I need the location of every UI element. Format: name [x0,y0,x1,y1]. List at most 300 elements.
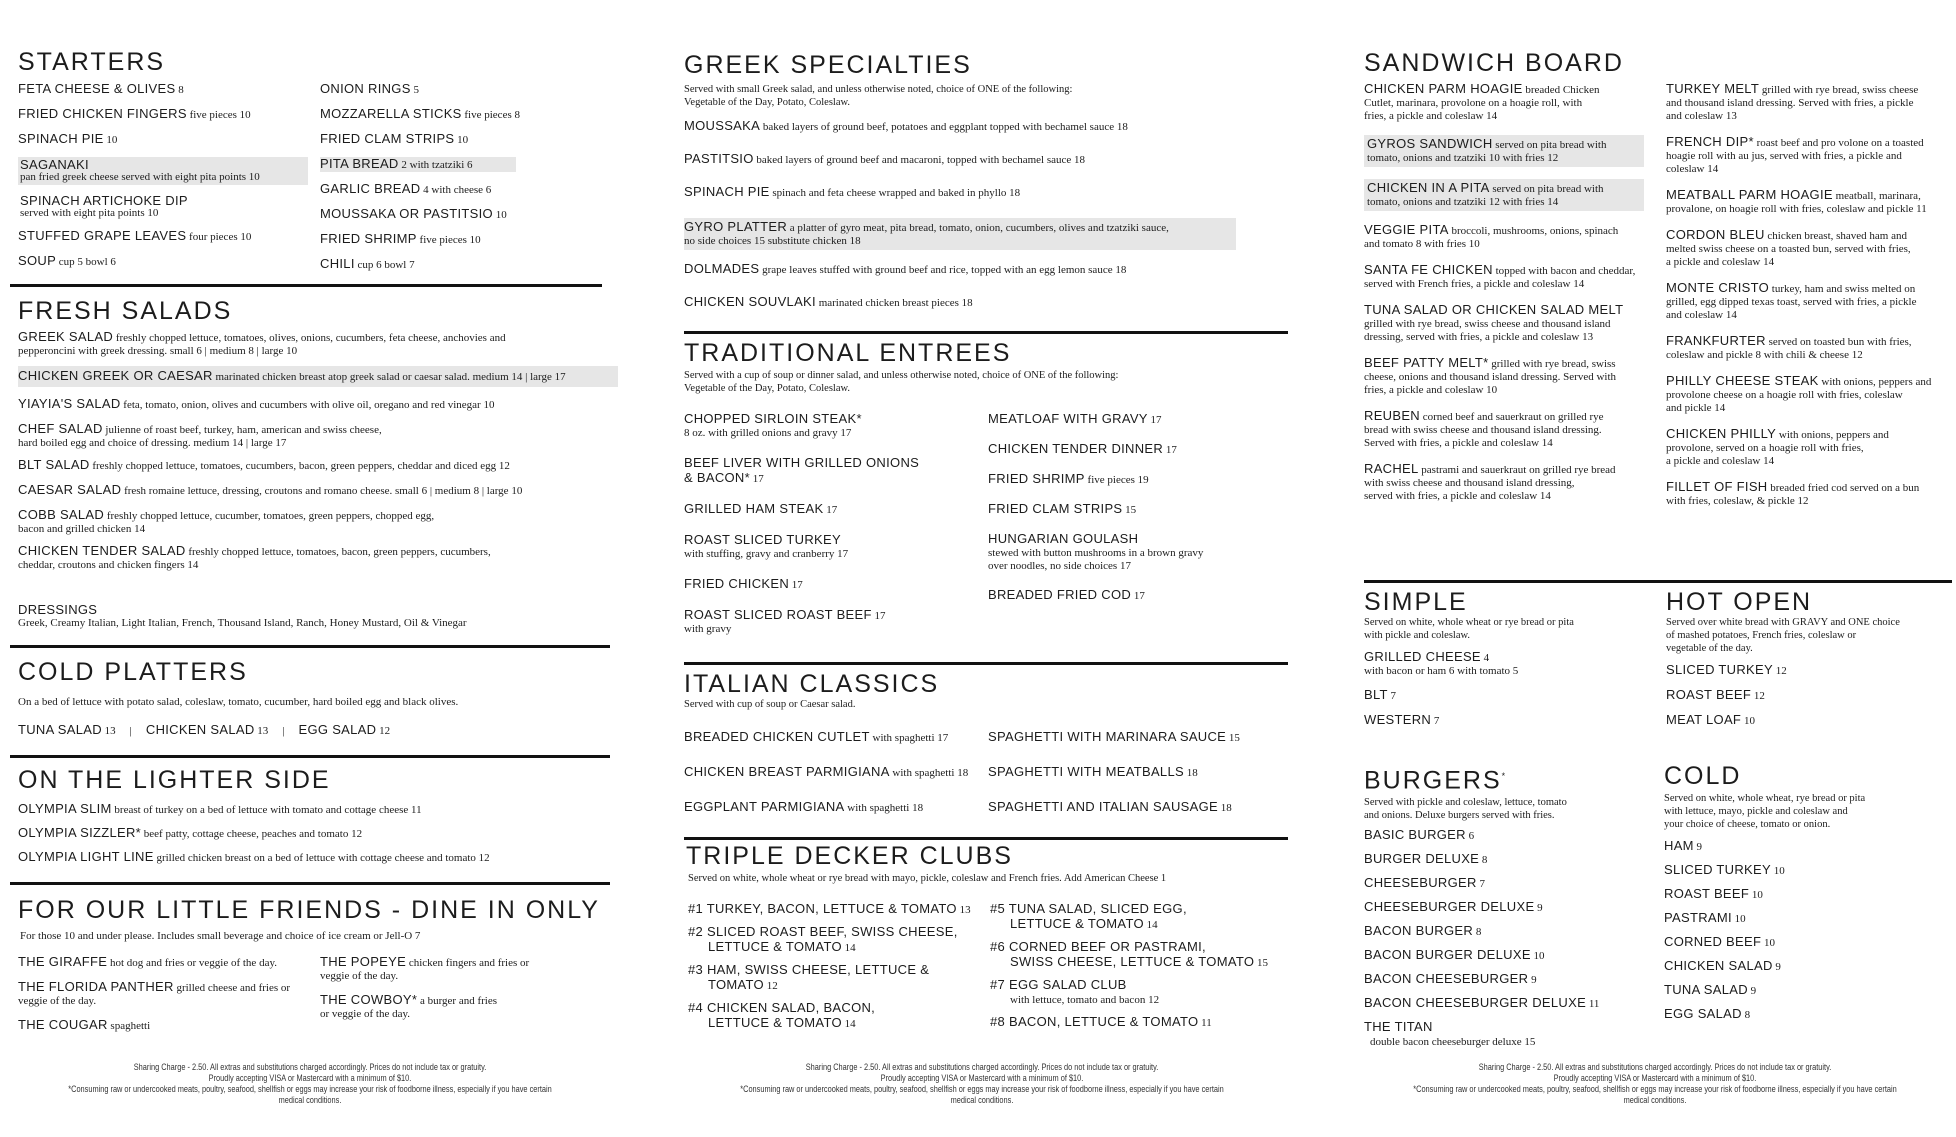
item-desc: grilled chicken breast on a bed of lettuce with cottage cheese and tomato 12 [156,852,490,864]
little-friends-title: FOR OUR LITTLE FRIENDS - DINE IN ONLY [18,896,600,924]
item-desc-1: chicken breast, shaved ham and [1767,230,1907,242]
item-name: THE FLORIDA PANTHER [18,979,174,994]
burgers-item [1364,828,1654,843]
simple-note-2: with pickle and coleslaw. [1364,630,1471,641]
item-price: 13 [257,725,269,737]
club-line-1: #3 HAM, SWISS CHEESE, LETTUCE & [688,962,930,977]
italian-item [684,765,984,780]
item-desc: freshly chopped lettuce, tomatoes, cucumbers, bacon, green peppers, cheddar and diced egg 12 [92,460,510,472]
item-name: MOZZARELLA STICKS [320,106,462,121]
item-desc: 18 [1220,802,1232,814]
item-name: ROAST SLICED TURKEY [684,532,841,547]
item-desc: with spaghetti 18 [892,767,969,779]
burgers-item [1364,972,1654,987]
item-price: 17 [752,473,764,485]
club-item [688,963,988,993]
item-price: five pieces 19 [1087,474,1149,486]
cold-item [1664,959,1954,974]
item-name: GRILLED HAM STEAK [684,501,824,516]
simple-section [1364,588,1654,738]
separator: | [282,725,285,737]
footer-notes [64,1062,556,1106]
club-item [688,902,988,917]
item-name: FILLET OF FISH [1666,479,1768,494]
item-name: SLICED TURKEY [1666,662,1773,677]
sandwich-item [1364,263,1654,291]
greek-item [684,119,1284,134]
cold-item [1664,839,1954,854]
item-desc: julienne of roast beef, turkey, ham, american and swiss cheese, [105,424,382,436]
item-desc-2: served with French fries, a pickle and coleslaw 14 [1364,278,1585,290]
item-price: 17 [1165,444,1177,456]
item-desc: freshly chopped lettuce, tomatoes, bacon, green peppers, cucumbers, [188,546,491,558]
sandwich-right [1666,82,1956,520]
item-price: 10 [1763,937,1775,949]
cold-title: COLD [1664,762,1742,790]
item-price: 5 [413,84,419,96]
item-name: SPINACH PIE [684,184,770,199]
simple-note-1: Served on white, whole wheat or rye bread or pita [1364,617,1574,628]
sandwich-item [1364,303,1654,344]
simple-item [1364,688,1654,703]
item-price: 14 [844,942,856,954]
item-desc-3: and pickle 14 [1666,402,1726,414]
item-name: GYRO PLATTER [684,219,788,234]
menu-item [18,132,308,147]
item-name: STUFFED GRAPE LEAVES [18,228,187,243]
item-desc-1: meatball, marinara, [1835,190,1921,202]
item-desc-1: corned beef and sauerkraut on grilled rye [1422,411,1604,423]
italian-item [684,800,984,815]
entree-item [684,456,984,486]
item-name: THE COWBOY* [320,992,418,1007]
kids-item [320,955,580,983]
item-name: BACON BURGER DELUXE [1364,947,1531,963]
starters-title: STARTERS [18,48,166,76]
entree-item [988,532,1288,573]
club-line-2: LETTUCE & TOMATO [708,1015,842,1030]
burgers-asterisk: * [1501,771,1508,781]
club-line-2: LETTUCE & TOMATO [708,939,842,954]
menu-item [18,82,308,97]
item-price: 10 [469,234,481,246]
greek-item [684,152,1284,167]
item-desc-2: Cutlet, marinara, provolone on a hoagie roll, with [1364,97,1583,109]
item-name: BLT [1364,687,1388,702]
item-name: TURKEY MELT [1666,81,1760,96]
menu-item [320,257,530,272]
item-name: PITA BREAD [320,156,399,171]
italian-item [988,765,1288,780]
hot_open-item [1666,688,1956,703]
item-name: CAESAR SALAD [18,482,122,497]
item-desc: marinated chicken breast pieces 18 [818,297,973,309]
burgers-section [1364,762,1654,1049]
platter-item [145,722,269,737]
item-name: MEATLOAF WITH GRAVY [988,411,1148,426]
item-name: CHICKEN PARM HOAGIE [1364,81,1523,96]
item-price: 8 [1475,926,1482,939]
item-price: 9 [1775,961,1781,973]
greek-item [684,295,1284,310]
item-desc-2: provolone, served on a hoagie roll with fries, [1666,442,1864,454]
salad-item [18,544,618,572]
footer-line-3: *Consuming raw or undercooked meats, poultry, seafood, shellfish or eggs may increase your risk of foodborne illness, especially if you have certain medical conditions. [740,1084,1224,1105]
item-price: 17 [791,579,803,591]
item-desc-3: a pickle and coleslaw 14 [1666,455,1775,467]
salads-list [18,330,618,580]
item-name: YIAYIA'S SALAD [18,396,121,411]
burgers-item [1364,900,1654,915]
footer-line-3: *Consuming raw or undercooked meats, poultry, seafood, shellfish or eggs may increase your risk of foodborne illness, especially if you have certain medical conditions. [68,1084,552,1105]
item-price: 7 [1433,715,1440,727]
item-name: BEEF LIVER WITH GRILLED ONIONS [684,455,920,470]
burgers-title-text: BURGERS [1364,766,1502,795]
item-name: ONION RINGS [320,81,411,96]
little-friends-section [18,896,618,943]
burgers-note-2: and onions. Deluxe burgers served with fries. [1364,810,1555,822]
item-name: SANTA FE CHICKEN [1364,262,1493,277]
club-line-2: TOMATO [708,977,764,992]
item-price: 10 [1734,913,1746,925]
club-item [990,978,1290,1007]
item-name-2: & BACON* [684,470,750,485]
entree-item [988,588,1288,603]
item-name: COBB SALAD [18,507,105,522]
greek-item [684,218,1236,250]
sandwich-item [1666,82,1956,123]
item-name: BREADED FRIED COD [988,587,1132,602]
salad-item [18,397,618,412]
item-price: 7 [1479,878,1485,891]
club-item [688,1001,988,1031]
sandwich-item [1666,188,1956,216]
item-desc-2: with fries, coleslaw, & pickle 12 [1666,495,1809,507]
item-name: BACON BURGER [1364,923,1474,939]
greek-item [684,185,1284,200]
item-desc [20,171,306,184]
item-desc-1: served on pita bread with [1495,139,1607,151]
item-name: FRIED CLAM STRIPS [988,501,1123,516]
lighter-title: ON THE LIGHTER SIDE [18,766,331,794]
cold-list [1664,839,1954,1022]
menu-item [18,193,308,221]
club-line-1: #1 TURKEY, BACON, LETTUCE & TOMATO [688,901,957,916]
footer-line-1: Sharing Charge - 2.50. All extras and substitutions charged accordingly. Prices do not include tax or gratuity. [805,1062,1159,1072]
item-desc: with spaghetti 17 [872,732,949,744]
cold-section [1664,762,1954,1031]
club-item [990,902,1290,932]
item-price: 11 [1588,998,1600,1011]
cold-platters-note: On a bed of lettuce with potato salad, coleslaw, tomato, cucumber, hard boiled egg and black olives. [18,696,459,708]
footer-line-1: Sharing Charge - 2.50. All extras and substitutions charged accordingly. Prices do not include tax or gratuity. [133,1062,487,1072]
item-name: CHICKEN SOUVLAKI [684,294,816,309]
sandwich-item [1666,228,1956,269]
kids-item [18,980,308,1008]
sandwich-item [1364,223,1654,251]
cold-note-2: with lettuce, mayo, pickle and coleslaw and [1664,806,1848,817]
item-name: SPAGHETTI WITH MARINARA SAUCE [988,729,1227,744]
italian-item [684,730,984,745]
item-desc-2: with swiss cheese and thousand island dressing, [1364,477,1575,489]
item-desc: cup 6 bowl 7 [357,259,415,271]
cold-item [1664,863,1954,878]
item-name: BLT SALAD [18,457,90,472]
item-name: MEAT LOAF [1666,712,1742,727]
entrees-note-1: Served with a cup of soup or dinner salad, and unless otherwise noted, choice of ONE of the following: [684,370,1119,381]
cold-item [1664,935,1954,950]
item-name: MOUSSAKA OR PASTITSIO [320,206,493,221]
italian-right [988,730,1288,835]
item-name: CHICKEN TENDER SALAD [18,543,186,558]
item-desc-3: served with fries, a pickle and coleslaw 14 [1364,490,1551,502]
footer-notes [1413,1062,1897,1106]
item-desc-1: turkey, ham and swiss melted on [1771,283,1916,295]
sandwich-item [1666,427,1956,468]
item-price: 8 [1744,1009,1751,1021]
item-desc-2: tomato, onions and tzatziki 12 with fries 14 [1367,196,1559,208]
item-price: 9 [1537,902,1543,915]
item-price: 10 [1533,950,1545,963]
clubs-right [990,902,1290,1038]
simple-item [1364,713,1654,728]
item-desc: a burger and fries [419,995,498,1007]
item-price: 12 [766,980,778,992]
greek-list [684,119,1284,310]
sandwich-item [1364,135,1644,167]
salads-title: FRESH SALADS [18,297,233,325]
footer-line-1: Sharing Charge - 2.50. All extras and substitutions charged accordingly. Prices do not include tax or gratuity. [1478,1062,1832,1072]
menu-item [320,107,530,122]
item-desc: breast of turkey on a bed of lettuce with tomato and cottage cheese 11 [114,804,422,816]
sandwich-item [1364,179,1644,211]
item-name: CHICKEN TENDER DINNER [988,441,1164,456]
item-desc: five pieces [189,109,237,121]
little-friends-note: For those 10 and under please. Includes small beverage and choice of ice cream or Jell-O 7 [20,930,421,942]
item-desc: five pieces [464,109,512,121]
item-desc: with stuffing, gravy and cranberry 17 [684,548,849,560]
footer-line-2: Proudly accepting VISA or Mastercard with a minimum of $10. [880,1073,1084,1083]
menu-item [320,232,530,247]
cold-item [1664,887,1954,902]
entrees-left [684,412,984,652]
item-desc-2: bread with swiss cheese and thousand island dressing. [1364,424,1602,436]
item-desc-3: and coleslaw 14 [1666,309,1737,321]
section-divider [684,662,1288,665]
dressings-label: DRESSINGS [18,602,98,617]
item-desc-1: with onions, peppers and [1821,376,1932,388]
item-desc: baked layers of ground beef and macaroni, topped with bechamel sauce 18 [756,154,1086,166]
entrees-right [988,412,1288,618]
menu-item [18,107,308,122]
item-price: 8 [514,109,520,121]
entree-item [684,608,984,636]
item-desc-2: cheddar, croutons and chicken fingers 14 [18,559,199,571]
item-name: THE TITAN [1364,1019,1433,1035]
salad-item [18,458,618,473]
entree-item [684,533,984,561]
item-price: 10 [239,109,251,121]
item-name: MOUSSAKA [684,118,761,133]
item-name: OLYMPIA SIZZLER* [18,825,142,840]
item-name: THE COUGAR [18,1017,108,1032]
item-name: ROAST BEEF [1664,886,1750,901]
entrees-title: TRADITIONAL ENTREES [684,339,1012,367]
item-desc-1: breaded fried cod served on a bun [1770,482,1920,494]
item-desc: spinach and feta cheese wrapped and baked in phyllo 18 [772,187,1021,199]
item-name: GYROS SANDWICH [1367,136,1493,151]
entree-item [988,502,1288,517]
item-price: 10 [1743,715,1755,727]
item-desc-1: served on toasted bun with fries, [1768,336,1912,348]
greek-note-2: Vegetable of the Day, Potato, Coleslaw. [684,97,851,108]
entree-item [988,472,1288,487]
item-desc-2: provalone, on hoagie roll with fries, coleslaw and pickle 11 [1666,203,1927,215]
lighter-item [18,826,618,841]
item-name: SPAGHETTI AND ITALIAN SAUSAGE [988,799,1218,814]
item-desc-1: grilled with rye bread, swiss [1491,358,1616,370]
item-desc-3: coleslaw 14 [1666,163,1719,175]
clubs-title: TRIPLE DECKER CLUBS [686,842,1013,870]
item-name: CHICKEN PHILLY [1666,426,1777,441]
simple-title: SIMPLE [1364,588,1468,616]
club-line-2-wrap [688,1016,988,1031]
item-desc: freshly chopped lettuce, cucumber, tomatoes, green peppers, chopped egg, [106,510,435,522]
salad-item [18,422,618,450]
item-name: MONTE CRISTO [1666,280,1770,295]
club-line-2: SWISS CHEESE, LETTUCE & TOMATO [1010,954,1255,969]
item-name: FRIED SHRIMP [988,471,1085,486]
club-line-1: #6 CORNED BEEF OR PASTRAMI, [990,939,1206,954]
item-desc: five pieces [419,234,467,246]
item-desc-2: cheese, onions and thousand island dressing. Served with [1364,371,1617,383]
item-desc: 8 oz. with grilled onions and gravy 17 [684,427,852,439]
item-desc-3: fries, a pickle and coleslaw 10 [1364,384,1498,396]
item-name: FRENCH DIP* [1666,134,1754,149]
item-price: 12 [1775,665,1787,677]
lighter-item [18,850,618,865]
item-price: 12 [1753,690,1765,702]
cold-platters-section [18,658,618,739]
item-desc: chicken fingers and fries or [408,957,530,969]
item-desc-1: pastrami and sauerkraut on grilled rye bread [1421,464,1616,476]
item-price: 10 [1751,889,1763,901]
item-price: 10 [1773,865,1785,877]
item-desc: with spaghetti 18 [847,802,924,814]
hot-open-section [1666,588,1956,738]
italian-left [684,730,984,835]
salads-section [18,297,232,325]
item-price: 17 [1150,414,1162,426]
item-desc-2: melted swiss cheese on a toasted bun, served with fries, [1666,243,1911,255]
item-desc-3: fries, a pickle and coleslaw 14 [1364,110,1498,122]
cold-note-1: Served on white, whole wheat, rye bread or pita [1664,793,1866,804]
item-name: THE POPEYE [320,954,407,969]
item-price: 4 [1483,652,1490,664]
entree-item [684,502,984,517]
item-price: 10 [495,209,507,221]
entrees-section [684,339,1284,395]
cold-platters-items [18,721,618,739]
item-desc-2: hard boiled egg and choice of dressing. medium 14 | large 17 [18,437,287,449]
item-name: PASTRAMI [1664,910,1732,925]
italian-note: Served with cup of soup or Caesar salad. [684,699,856,710]
item-name: EGGPLANT PARMIGIANA [684,799,845,814]
item-name: BEEF PATTY MELT* [1364,355,1489,370]
item-desc: hot dog and fries or veggie of the day. [110,957,277,969]
item-desc-2: grilled with rye bread, swiss cheese and thousand island [1364,318,1611,330]
separator: | [129,725,132,737]
greek-section [684,51,1284,328]
item-desc: 4 with cheese 6 [423,184,492,196]
item-desc-text: served with eight pita points [20,207,145,219]
menu-column-2 [680,0,1290,1137]
hot-open-note-3: vegetable of the day. [1666,643,1753,654]
sandwich-item [1666,135,1956,176]
item-desc [20,207,306,220]
hot-open-note-1: Served over white bread with GRAVY and ONE choice [1666,617,1900,628]
section-divider [684,837,1288,840]
menu-column-3 [1360,0,1956,1137]
item-price: 10 [240,231,252,243]
item-desc-2: coleslaw and pickle 8 with chili & cheese 12 [1666,349,1863,361]
item-name: ROAST BEEF [1666,687,1752,702]
footer-line-2: Proudly accepting VISA or Mastercard with a minimum of $10. [208,1073,412,1083]
hot_open-item [1666,713,1956,728]
item-name: CORNED BEEF [1664,934,1762,949]
item-name: OLYMPIA LIGHT LINE [18,849,154,864]
little-friends-left [18,955,308,1043]
sandwich-item [1364,409,1654,450]
item-desc-2: bacon and grilled chicken 14 [18,523,146,535]
item-name: BACON CHEESEBURGER [1364,971,1529,987]
section-divider [10,755,610,758]
item-desc: a platter of gyro meat, pita bread, tomato, onion, cucumbers, olives and tzatziki sauce, [789,222,1169,234]
item-name: ROAST SLICED ROAST BEEF [684,607,872,622]
item-desc-1: broccoli, mushrooms, onions, spinach [1451,225,1619,237]
entree-item [988,442,1288,457]
item-name: SPINACH ARTICHOKE DIP [20,193,188,208]
starters-section [18,48,165,76]
sandwich-item [1666,334,1956,362]
item-desc: 15 [1228,732,1240,744]
item-desc: feta, tomato, onion, olives and cucumbers with olive oil, oregano and red vinegar 10 [123,399,495,411]
item-price: 15 [1257,957,1269,969]
item-name: CHICKEN BREAST PARMIGIANA [684,764,890,779]
item-desc-text: pan fried greek cheese served with eight pita points [20,171,247,183]
item-desc: 2 with tzatziki 6 [401,159,473,171]
item-price: 17 [826,504,838,516]
item-name: BREADED CHICKEN CUTLET [684,729,870,744]
item-desc: spaghetti [110,1020,151,1032]
section-divider [10,284,602,287]
menu-item [18,229,308,244]
starters-right-list [320,82,530,282]
item-name: CHILI [320,256,355,271]
item-name: SOUP [18,253,57,268]
club-line-2-wrap [688,940,988,955]
item-desc: 18 [1186,767,1198,779]
burgers-item [1364,924,1654,939]
burgers-item [1364,948,1654,963]
kids-item [18,1018,308,1033]
salad-item [18,508,618,536]
lighter-item [18,802,618,817]
hot-open-list [1666,663,1956,728]
cold-item [1664,983,1954,998]
item-price: 6 [1468,830,1475,843]
club-item [990,1015,1290,1030]
